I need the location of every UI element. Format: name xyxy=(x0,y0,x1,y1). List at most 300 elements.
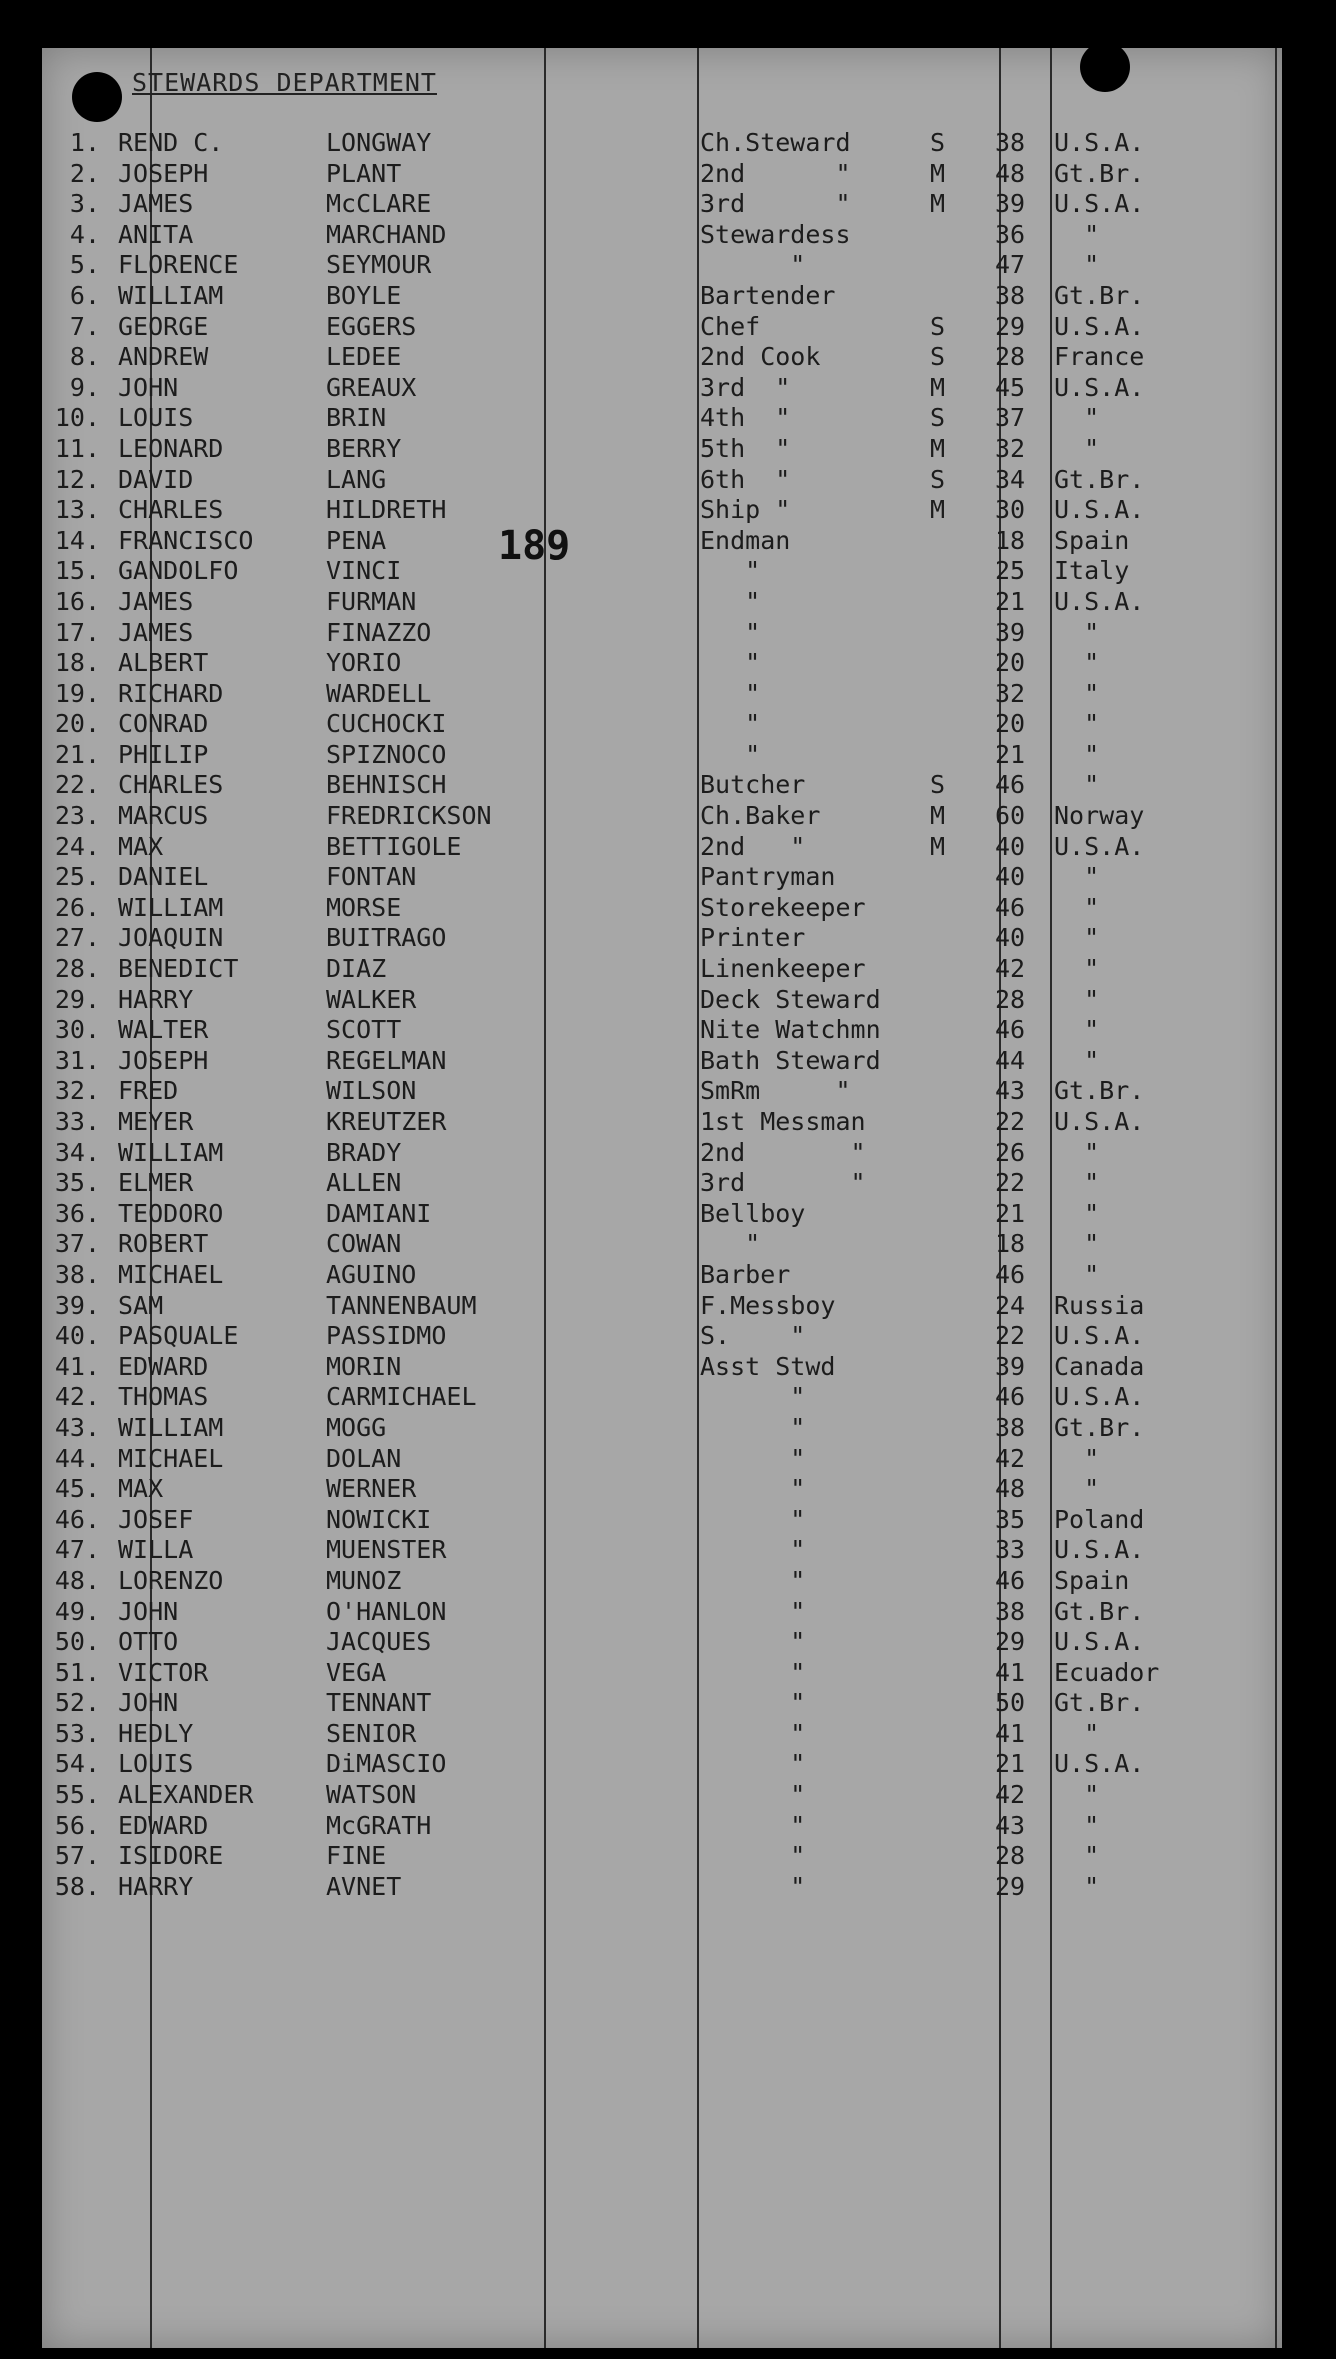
position: " xyxy=(700,709,761,739)
row-number: 42. xyxy=(54,1382,100,1412)
age: 32 xyxy=(995,433,1026,463)
position: Butcher xyxy=(700,770,806,800)
nationality: France xyxy=(1054,342,1145,372)
nationality: Russia xyxy=(1054,1290,1145,1320)
position: " xyxy=(700,1810,806,1840)
nationality: " xyxy=(1054,1229,1100,1259)
first-name: TEODORO xyxy=(118,1198,224,1228)
row-number: 32. xyxy=(54,1076,100,1106)
first-name: ANDREW xyxy=(118,342,209,372)
nationality: Poland xyxy=(1054,1504,1145,1534)
row-number: 23. xyxy=(54,801,100,831)
last-name: CUCHOCKI xyxy=(326,709,447,739)
first-name: HARRY xyxy=(118,1871,194,1901)
age: 39 xyxy=(995,1351,1026,1381)
position: " xyxy=(700,739,761,769)
crew-row xyxy=(42,403,1282,434)
position: " xyxy=(700,556,761,586)
nationality: " xyxy=(1054,403,1100,433)
nationality: Spain xyxy=(1054,1565,1130,1595)
last-name: FONTAN xyxy=(326,862,417,892)
last-name: EGGERS xyxy=(326,311,417,341)
first-name: JOHN xyxy=(118,1596,179,1626)
position: Ship " xyxy=(700,495,791,525)
position: " xyxy=(700,1443,806,1473)
position: 2nd " xyxy=(700,1137,866,1167)
marital-status: M xyxy=(930,158,946,188)
last-name: WARDELL xyxy=(326,678,432,708)
first-name: FRANCISCO xyxy=(118,525,254,555)
first-name: MAX xyxy=(118,831,164,861)
position: " xyxy=(700,1412,806,1442)
last-name: JACQUES xyxy=(326,1627,432,1657)
crew-row xyxy=(42,1229,1282,1260)
position: " xyxy=(700,1688,806,1718)
row-number: 27. xyxy=(54,923,100,953)
last-name: MUNOZ xyxy=(326,1565,402,1595)
last-name: CARMICHAEL xyxy=(326,1382,477,1412)
nationality: Norway xyxy=(1054,801,1145,831)
last-name: WILSON xyxy=(326,1076,417,1106)
age: 20 xyxy=(995,648,1026,678)
age: 28 xyxy=(995,342,1026,372)
nationality: " xyxy=(1054,250,1100,280)
marital-status: M xyxy=(930,372,946,402)
last-name: BRADY xyxy=(326,1137,402,1167)
last-name: FINAZZO xyxy=(326,617,432,647)
crew-row xyxy=(42,954,1282,985)
row-number: 16. xyxy=(54,586,100,616)
first-name: ALEXANDER xyxy=(118,1780,254,1810)
row-number: 31. xyxy=(54,1045,100,1075)
last-name: ALLEN xyxy=(326,1168,402,1198)
age: 34 xyxy=(995,464,1026,494)
first-name: ALBERT xyxy=(118,648,209,678)
last-name: KREUTZER xyxy=(326,1107,447,1136)
row-number: 29. xyxy=(54,984,100,1014)
age: 40 xyxy=(995,923,1026,953)
last-name: LANG xyxy=(326,464,387,494)
marital-status: M xyxy=(930,801,946,831)
nationality: " xyxy=(1054,1810,1100,1840)
row-number: 37. xyxy=(54,1229,100,1259)
row-number: 14. xyxy=(54,525,100,555)
row-number: 18. xyxy=(54,648,100,678)
crew-row xyxy=(42,1413,1282,1444)
row-number: 13. xyxy=(54,495,100,525)
last-name: AGUINO xyxy=(326,1259,417,1289)
marital-status: M xyxy=(930,831,946,861)
first-name: VICTOR xyxy=(118,1657,209,1687)
marital-status: M xyxy=(930,495,946,525)
crew-row xyxy=(42,1719,1282,1750)
marital-status: S xyxy=(930,342,946,372)
age: 39 xyxy=(995,189,1026,219)
last-name: AVNET xyxy=(326,1871,402,1901)
crew-list xyxy=(42,128,1282,1902)
age: 25 xyxy=(995,556,1026,586)
age: 38 xyxy=(995,1596,1026,1626)
nationality: " xyxy=(1054,770,1100,800)
age: 18 xyxy=(995,525,1026,555)
first-name: JAMES xyxy=(118,189,194,219)
first-name: LOUIS xyxy=(118,1749,194,1779)
last-name: O'HANLON xyxy=(326,1596,447,1626)
last-name: NOWICKI xyxy=(326,1504,432,1534)
crew-row xyxy=(42,1199,1282,1230)
marital-status: S xyxy=(930,464,946,494)
nationality: U.S.A. xyxy=(1054,311,1145,341)
age: 46 xyxy=(995,892,1026,922)
position: Bellboy xyxy=(700,1198,806,1228)
crew-row xyxy=(42,220,1282,251)
nationality: " xyxy=(1054,1015,1100,1045)
age: 50 xyxy=(995,1688,1026,1718)
row-number: 30. xyxy=(54,1015,100,1045)
position: " xyxy=(700,678,761,708)
row-number: 25. xyxy=(54,862,100,892)
row-number: 43. xyxy=(54,1412,100,1442)
crew-row xyxy=(42,1444,1282,1475)
row-number: 33. xyxy=(54,1107,100,1136)
last-name: LEDEE xyxy=(326,342,402,372)
marital-status: M xyxy=(930,433,946,463)
crew-row xyxy=(42,159,1282,190)
age: 18 xyxy=(995,1229,1026,1259)
age: 48 xyxy=(995,1474,1026,1504)
age: 38 xyxy=(995,1412,1026,1442)
crew-row xyxy=(42,1535,1282,1566)
crew-row xyxy=(42,1046,1282,1077)
position: Linenkeeper xyxy=(700,954,866,984)
first-name: HARRY xyxy=(118,984,194,1014)
last-name: SEYMOUR xyxy=(326,250,432,280)
crew-row xyxy=(42,526,1282,557)
first-name: JAMES xyxy=(118,586,194,616)
crew-row xyxy=(42,862,1282,893)
position: " xyxy=(700,648,761,678)
first-name: ROBERT xyxy=(118,1229,209,1259)
position: 1st Messman xyxy=(700,1107,866,1136)
crew-row xyxy=(42,1658,1282,1689)
last-name: DIAZ xyxy=(326,954,387,984)
nationality: U.S.A. xyxy=(1054,1321,1145,1351)
first-name: SAM xyxy=(118,1290,164,1320)
last-name: WALKER xyxy=(326,984,417,1014)
crew-row xyxy=(42,679,1282,710)
position: " xyxy=(700,250,806,280)
position: 3rd " xyxy=(700,372,791,402)
row-number: 6. xyxy=(69,280,100,310)
first-name: ELMER xyxy=(118,1168,194,1198)
first-name: ANITA xyxy=(118,219,194,249)
row-number: 19. xyxy=(54,678,100,708)
crew-row xyxy=(42,281,1282,312)
row-number: 51. xyxy=(54,1657,100,1687)
crew-row xyxy=(42,495,1282,526)
row-number: 49. xyxy=(54,1596,100,1626)
row-number: 1. xyxy=(69,128,100,157)
position: " xyxy=(700,1565,806,1595)
position: SmRm " xyxy=(700,1076,851,1106)
row-number: 45. xyxy=(54,1474,100,1504)
position: 4th " xyxy=(700,403,791,433)
position: " xyxy=(700,586,761,616)
position: " xyxy=(700,617,761,647)
nationality: " xyxy=(1054,648,1100,678)
nationality: Gt.Br. xyxy=(1054,1412,1145,1442)
row-number: 24. xyxy=(54,831,100,861)
first-name: JOAQUIN xyxy=(118,923,224,953)
last-name: MORIN xyxy=(326,1351,402,1381)
row-number: 58. xyxy=(54,1871,100,1901)
row-number: 9. xyxy=(69,372,100,402)
first-name: CHARLES xyxy=(118,770,224,800)
last-name: BEHNISCH xyxy=(326,770,447,800)
punch-hole xyxy=(1080,42,1130,92)
age: 22 xyxy=(995,1107,1026,1136)
nationality: Gt.Br. xyxy=(1054,464,1145,494)
row-number: 38. xyxy=(54,1259,100,1289)
crew-row xyxy=(42,373,1282,404)
age: 22 xyxy=(995,1321,1026,1351)
last-name: BERRY xyxy=(326,433,402,463)
row-number: 10. xyxy=(54,403,100,433)
crew-row xyxy=(42,1566,1282,1597)
nationality: " xyxy=(1054,1259,1100,1289)
crew-row xyxy=(42,1780,1282,1811)
age: 33 xyxy=(995,1535,1026,1565)
row-number: 54. xyxy=(54,1749,100,1779)
row-number: 3. xyxy=(69,189,100,219)
position: F.Messboy xyxy=(700,1290,836,1320)
row-number: 55. xyxy=(54,1780,100,1810)
nationality: U.S.A. xyxy=(1054,1107,1145,1136)
age: 43 xyxy=(995,1076,1026,1106)
first-name: OTTO xyxy=(118,1627,179,1657)
position: " xyxy=(700,1382,806,1412)
age: 20 xyxy=(995,709,1026,739)
row-number: 44. xyxy=(54,1443,100,1473)
last-name: PENA xyxy=(326,525,387,555)
row-number: 8. xyxy=(69,342,100,372)
position: Nite Watchmn xyxy=(700,1015,881,1045)
crew-row xyxy=(42,1872,1282,1903)
position: " xyxy=(700,1474,806,1504)
nationality: Gt.Br. xyxy=(1054,1076,1145,1106)
row-number: 5. xyxy=(69,250,100,280)
first-name: LOUIS xyxy=(118,403,194,433)
crew-row xyxy=(42,1260,1282,1291)
marital-status: S xyxy=(930,128,946,157)
first-name: LORENZO xyxy=(118,1565,224,1595)
first-name: EDWARD xyxy=(118,1351,209,1381)
age: 28 xyxy=(995,1841,1026,1871)
crew-row xyxy=(42,985,1282,1016)
crew-row xyxy=(42,189,1282,220)
position: 2nd Cook xyxy=(700,342,821,372)
first-name: DAVID xyxy=(118,464,194,494)
crew-row xyxy=(42,1168,1282,1199)
position: " xyxy=(700,1780,806,1810)
position: " xyxy=(700,1657,806,1687)
first-name: WILLIAM xyxy=(118,1412,224,1442)
age: 32 xyxy=(995,678,1026,708)
last-name: McGRATH xyxy=(326,1810,432,1840)
document-page xyxy=(42,48,1282,2348)
crew-row xyxy=(42,618,1282,649)
last-name: YORIO xyxy=(326,648,402,678)
nationality: " xyxy=(1054,739,1100,769)
crew-row xyxy=(42,1749,1282,1780)
crew-row xyxy=(42,1291,1282,1322)
first-name: MICHAEL xyxy=(118,1443,224,1473)
crew-row xyxy=(42,1321,1282,1352)
crew-row xyxy=(42,1688,1282,1719)
nationality: " xyxy=(1054,923,1100,953)
row-number: 53. xyxy=(54,1718,100,1748)
row-number: 41. xyxy=(54,1351,100,1381)
crew-row xyxy=(42,465,1282,496)
last-name: MUENSTER xyxy=(326,1535,447,1565)
crew-row xyxy=(42,556,1282,587)
age: 48 xyxy=(995,158,1026,188)
position: " xyxy=(700,1504,806,1534)
first-name: BENEDICT xyxy=(118,954,239,984)
age: 44 xyxy=(995,1045,1026,1075)
row-number: 46. xyxy=(54,1504,100,1534)
age: 22 xyxy=(995,1168,1026,1198)
age: 29 xyxy=(995,311,1026,341)
first-name: MEYER xyxy=(118,1107,194,1136)
crew-row xyxy=(42,1382,1282,1413)
age: 21 xyxy=(995,586,1026,616)
marital-status: S xyxy=(930,770,946,800)
position: 3rd " xyxy=(700,189,851,219)
row-number: 52. xyxy=(54,1688,100,1718)
age: 46 xyxy=(995,1015,1026,1045)
first-name: PHILIP xyxy=(118,739,209,769)
first-name: WILLIAM xyxy=(118,1137,224,1167)
last-name: FURMAN xyxy=(326,586,417,616)
first-name: CHARLES xyxy=(118,495,224,525)
crew-row xyxy=(42,893,1282,924)
row-number: 36. xyxy=(54,1198,100,1228)
last-name: BRIN xyxy=(326,403,387,433)
nationality: " xyxy=(1054,984,1100,1014)
row-number: 35. xyxy=(54,1168,100,1198)
crew-row xyxy=(42,923,1282,954)
last-name: SPIZNOCO xyxy=(326,739,447,769)
last-name: DAMIANI xyxy=(326,1198,432,1228)
position: Stewardess xyxy=(700,219,851,249)
row-number: 40. xyxy=(54,1321,100,1351)
crew-row xyxy=(42,312,1282,343)
age: 46 xyxy=(995,1259,1026,1289)
nationality: U.S.A. xyxy=(1054,495,1145,525)
first-name: CONRAD xyxy=(118,709,209,739)
position: Bartender xyxy=(700,280,836,310)
page-number-stamp: 189 xyxy=(498,523,571,569)
crew-row xyxy=(42,1627,1282,1658)
crew-row xyxy=(42,342,1282,373)
age: 40 xyxy=(995,862,1026,892)
last-name: MARCHAND xyxy=(326,219,447,249)
nationality: " xyxy=(1054,1045,1100,1075)
first-name: EDWARD xyxy=(118,1810,209,1840)
age: 42 xyxy=(995,954,1026,984)
crew-row xyxy=(42,1015,1282,1046)
age: 39 xyxy=(995,617,1026,647)
last-name: WERNER xyxy=(326,1474,417,1504)
nationality: " xyxy=(1054,433,1100,463)
nationality: " xyxy=(1054,1780,1100,1810)
first-name: RICHARD xyxy=(118,678,224,708)
age: 38 xyxy=(995,280,1026,310)
position: Pantryman xyxy=(700,862,836,892)
position: 2nd " xyxy=(700,158,851,188)
age: 46 xyxy=(995,770,1026,800)
age: 45 xyxy=(995,372,1026,402)
crew-row xyxy=(42,1505,1282,1536)
first-name: PASQUALE xyxy=(118,1321,239,1351)
position: 5th " xyxy=(700,433,791,463)
first-name: MICHAEL xyxy=(118,1259,224,1289)
age: 41 xyxy=(995,1718,1026,1748)
crew-row xyxy=(42,1474,1282,1505)
nationality: U.S.A. xyxy=(1054,1627,1145,1657)
first-name: GEORGE xyxy=(118,311,209,341)
row-number: 47. xyxy=(54,1535,100,1565)
crew-row xyxy=(42,770,1282,801)
position: " xyxy=(700,1749,806,1779)
first-name: JOHN xyxy=(118,372,179,402)
nationality: Canada xyxy=(1054,1351,1145,1381)
position: " xyxy=(700,1535,806,1565)
first-name: ISIDORE xyxy=(118,1841,224,1871)
nationality: Ecuador xyxy=(1054,1657,1160,1687)
crew-row xyxy=(42,587,1282,618)
row-number: 12. xyxy=(54,464,100,494)
position: Barber xyxy=(700,1259,791,1289)
position: 6th " xyxy=(700,464,791,494)
position: Deck Steward xyxy=(700,984,881,1014)
row-number: 50. xyxy=(54,1627,100,1657)
first-name: JOSEPH xyxy=(118,158,209,188)
row-number: 56. xyxy=(54,1810,100,1840)
row-number: 20. xyxy=(54,709,100,739)
crew-row xyxy=(42,1107,1282,1138)
position: " xyxy=(700,1841,806,1871)
last-name: VEGA xyxy=(326,1657,387,1687)
age: 21 xyxy=(995,1198,1026,1228)
nationality: U.S.A. xyxy=(1054,1382,1145,1412)
nationality: " xyxy=(1054,954,1100,984)
position: " xyxy=(700,1871,806,1901)
last-name: SCOTT xyxy=(326,1015,402,1045)
age: 46 xyxy=(995,1382,1026,1412)
first-name: JOHN xyxy=(118,1688,179,1718)
nationality: Spain xyxy=(1054,525,1130,555)
age: 28 xyxy=(995,984,1026,1014)
first-name: JOSEPH xyxy=(118,1045,209,1075)
nationality: " xyxy=(1054,1718,1100,1748)
last-name: LONGWAY xyxy=(326,128,432,157)
position: " xyxy=(700,1596,806,1626)
nationality: " xyxy=(1054,1198,1100,1228)
age: 29 xyxy=(995,1627,1026,1657)
nationality: " xyxy=(1054,1443,1100,1473)
